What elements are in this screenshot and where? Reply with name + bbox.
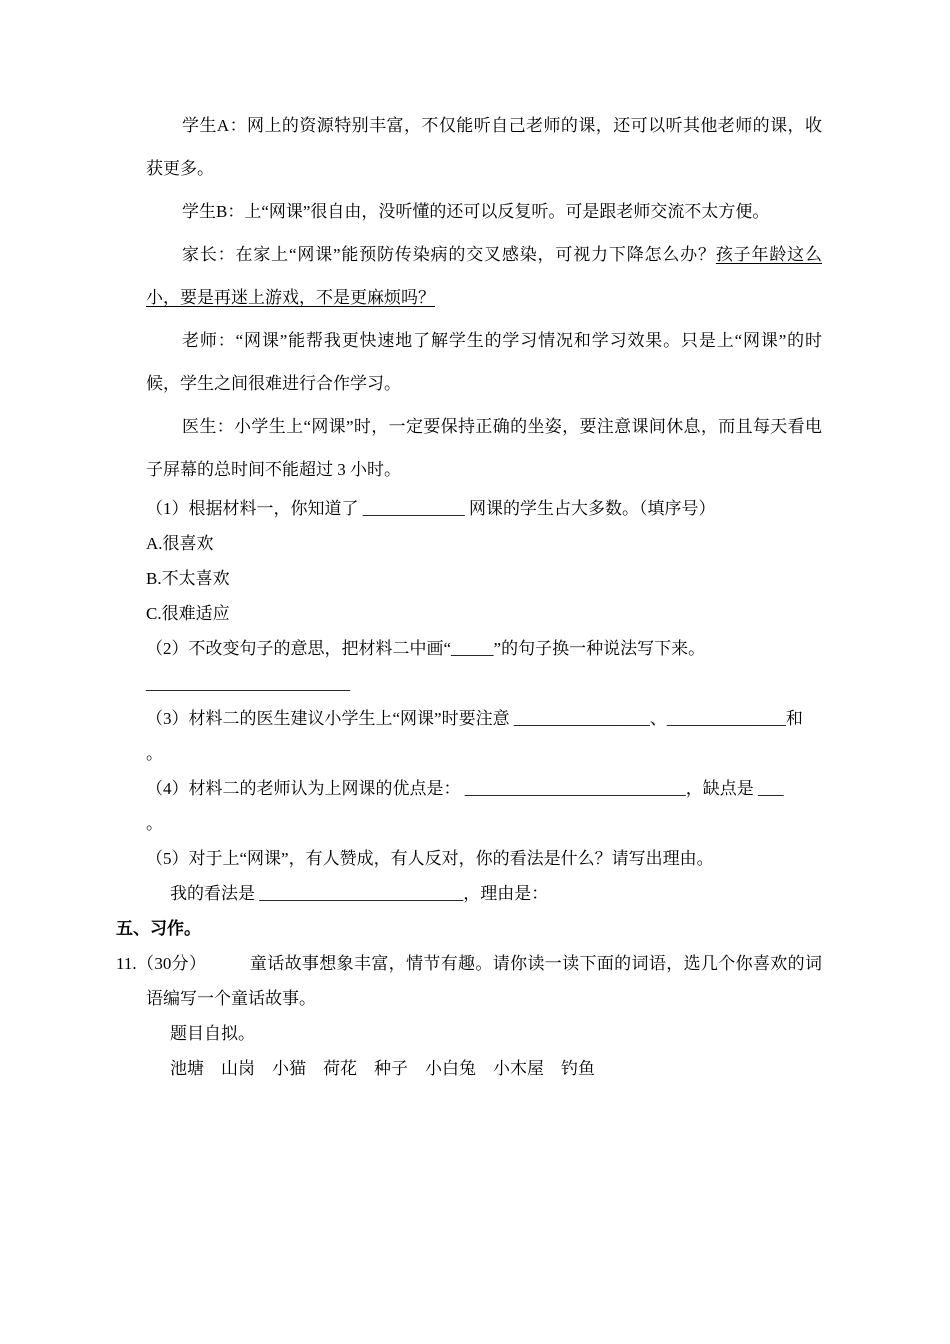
question-4-continuation: 。: [146, 814, 163, 833]
section-five-heading: 五、习作。: [116, 919, 201, 938]
question-11-note: 题目自拟。: [170, 1024, 255, 1043]
doctor-paragraph: 医生：小学生上“网课”时，一定要保持正确的坐姿，要注意课间休息，而且每天看电子屏幕的总时间不能超过 3 小时。: [146, 417, 822, 479]
question-11-word-list: 池塘 山岗 小猫 荷花 种子 小白兔 小木屋 钓鱼: [170, 1059, 595, 1078]
question-5-text: （5）对于上“网课”，有人赞成，有人反对，你的看法是什么？请写出理由。: [146, 849, 714, 868]
question-11-text: 11.（30分） 童话故事想象丰富，情节有趣。请你读一读下面的词语，选几个你喜欢的词语编写一个童话故事。: [116, 954, 822, 1008]
question-1-option-a: A.很喜欢: [146, 534, 214, 553]
student-b-paragraph: 学生B：上“网课”很自由，没听懂的还可以反复听。可是跟老师交流不太方便。: [182, 202, 770, 221]
question-2-text: （2）不改变句子的意思，把材料二中画“_____”的句子换一种说法写下来。: [146, 639, 706, 658]
teacher-paragraph: 老师：“网课”能帮我更快速地了解学生的学习情况和学习效果。只是上“网课”的时候，学生之间很难进行合作学习。: [146, 331, 822, 393]
parent-paragraph: [146, 233, 822, 319]
question-4-text: （4）材料二的老师认为上网课的优点是： __________________________，缺点是 ___: [146, 779, 784, 798]
material-two-dialogue: [146, 104, 822, 491]
parent-underlined-sentence: 孩子年龄这么小，要是再迷上游戏，不是更麻烦吗？: [146, 245, 822, 307]
section-five-composition: [116, 911, 822, 1086]
question-5-answer-line: 我的看法是 ________________________，理由是：: [170, 884, 549, 903]
question-1-option-c: C.很难适应: [146, 604, 230, 623]
questions-block: [146, 491, 822, 911]
parent-text: 家长：在家上“网课”能预防传染病的交叉感染，可视力下降怎么办？: [182, 245, 716, 264]
question-1-text: （1）根据材料一，你知道了 ____________ 网课的学生占大多数。（填序号）: [146, 499, 716, 518]
student-a-paragraph: 学生A：网上的资源特别丰富，不仅能听自己老师的课，还可以听其他老师的课，收获更多。: [146, 116, 822, 178]
question-3-text: （3）材料二的医生建议小学生上“网课”时要注意 ________________、______________和: [146, 709, 803, 728]
question-2-answer-line: ________________________: [146, 674, 350, 693]
question-3-continuation: 。: [146, 744, 163, 763]
question-1-option-b: B.不太喜欢: [146, 569, 230, 588]
